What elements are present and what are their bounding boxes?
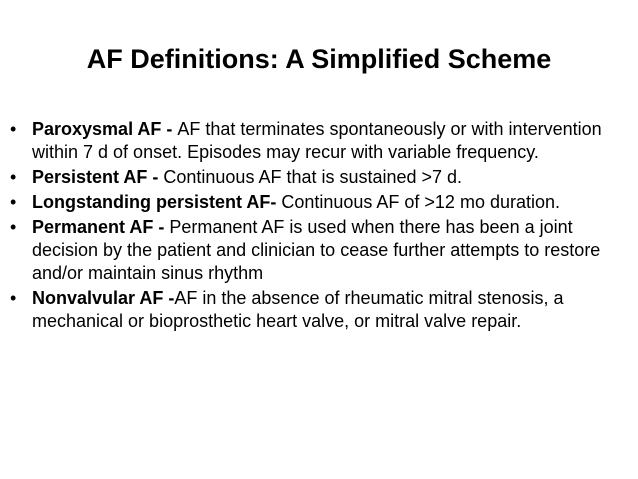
bullet-text: AF in the absence of rheumatic mitral stenosis, a mechanical or bioprosthetic heart valve, or mitral valve repair. — [32, 288, 564, 331]
bullet-longstanding-persistent-af — [10, 191, 628, 214]
bullet-paroxysmal-af — [10, 118, 628, 164]
bullet-persistent-af — [10, 166, 628, 189]
bullet-term: Longstanding persistent AF- — [32, 192, 282, 212]
bullet-term: Persistent AF - — [32, 167, 164, 187]
bullet-term: Nonvalvular AF - — [32, 288, 175, 308]
definitions-list — [10, 118, 628, 335]
bullet-text: Permanent AF is used when there has been a joint decision by the patient and clinician to cease further attempts to restore and/or maintain sinus rhythm — [32, 217, 601, 283]
bullet-dot-icon: • — [10, 192, 17, 212]
bullet-text: Continuous AF that is sustained >7 d. — [163, 167, 463, 187]
bullet-dot-icon: • — [10, 167, 17, 187]
bullet-permanent-af — [10, 216, 628, 285]
bullet-nonvalvular-af — [10, 287, 628, 333]
bullet-text: Continuous AF of >12 mo duration. — [281, 192, 561, 212]
bullet-text: AF that terminates spontaneously or with intervention within 7 d of onset. Episodes may recur with variable frequency. — [32, 119, 602, 162]
bullet-dot-icon: • — [10, 288, 17, 308]
bullet-term: Paroxysmal AF - — [32, 119, 178, 139]
bullet-term: Permanent AF - — [32, 217, 170, 237]
slide-title: AF Definitions: A Simplified Scheme — [86, 44, 552, 74]
bullet-dot-icon: • — [10, 217, 17, 237]
bullet-dot-icon: • — [10, 119, 17, 139]
